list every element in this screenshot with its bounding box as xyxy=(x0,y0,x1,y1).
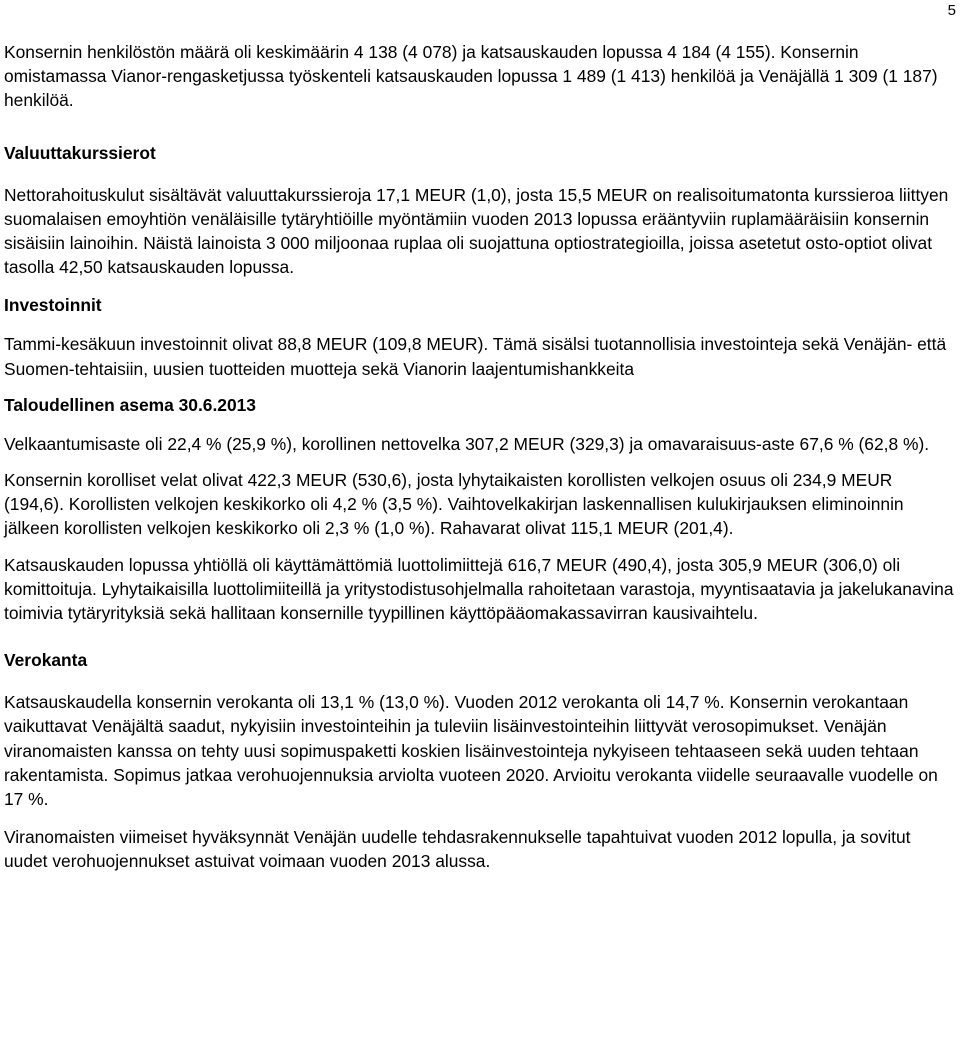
document-body xyxy=(4,40,956,874)
paragraph-tax-approvals: Viranomaisten viimeiset hyväksynnät Venäjän uudelle tehdasrakennukselle tapahtuivat vuoden 2012 lopulla, ja sovitut uudet verohuojennukset astuivat voimaan vuoden 2013 alussa. xyxy=(4,827,911,872)
page-number: 5 xyxy=(947,2,956,19)
paragraph-currency-differences: Nettorahoituskulut sisältävät valuuttakurssieroja 17,1 MEUR (1,0), josta 15,5 MEUR on realisoitumatonta kurssieroa liittyen suomalaisen emoyhtiön venäläisille tytäryhtiöille myöntämiin vuoden 2013 lopussa erääntyviin ruplamääräisiin konsernin sisäisiin lainoihin. Näistä lainoista 3 000 miljoonaa ruplaa oli suojattuna optiostrategioilla, joissa asetetut osto-optiot olivat tasolla 42,50 katsauskauden lopussa. xyxy=(4,184,949,278)
paragraph-investments: Tammi-kesäkuun investoinnit olivat 88,8 MEUR (109,8 MEUR). Tämä sisälsi tuotannollisia investointeja sekä Venäjän- että Suomen-tehtaisiin, uusien tuotteiden muotteja sekä Vianorin laajentumishankkeita xyxy=(4,334,947,379)
heading-financial-position: Taloudellinen asema 30.6.2013 xyxy=(4,394,256,415)
heading-investments: Investoinnit xyxy=(4,295,102,316)
paragraph-tax-rate: Katsauskaudella konsernin verokanta oli 13,1 % (13,0 %). Vuoden 2012 verokanta oli 14,7 %. Konsernin verokantaan vaikuttavat Venäjältä saadut, nykyisiin investointeihin ja tuleviin lisäinvestointeihin liittyvät verosopimukset. Venäjän viranomaisten kanssa on tehty uusi sopimuspaketti koskien lisäinvestointeja nykyiseen tehtaaseen sekä uuden tehtaan rakentamista. Sopimus jatkaa verohuojennuksia arviolta vuoteen 2020. Arvioitu verokanta viidelle seuraavalle vuodelle on 17 %. xyxy=(4,692,938,810)
paragraph-interest-bearing-liabilities: Konsernin korolliset velat olivat 422,3 MEUR (530,6), josta lyhytaikaisten korollisten velkojen osuus oli 234,9 MEUR (194,6). Korollisten velkojen keskikorko oli 4,2 % (3,5 %). Vaihtovelkakirjan laskennallisen kulukirjauksen eliminoinnin jälkeen korollisten velkojen keskikorko oli 2,3 % (1,0 %). Rahavarat olivat 115,1 MEUR (201,4). xyxy=(4,470,904,539)
heading-tax-rate: Verokanta xyxy=(4,650,88,671)
paragraph-gearing: Velkaantumisaste oli 22,4 % (25,9 %), korollinen nettovelka 307,2 MEUR (329,3) ja omavaraisuus-aste 67,6 % (62,8 %). xyxy=(4,433,930,454)
paragraph-personnel: Konsernin henkilöstön määrä oli keskimäärin 4 138 (4 078) ja katsauskauden lopussa 4 184 (4 155). Konsernin omistamassa Vianor-rengasketjussa työskenteli katsauskauden lopussa 1 489 (1 413) henkilöä ja Venäjällä 1 309 (1 187) henkilöä. xyxy=(4,42,938,111)
paragraph-credit-limits: Katsauskauden lopussa yhtiöllä oli käyttämättömiä luottolimiittejä 616,7 MEUR (490,4), josta 305,9 MEUR (306,0) oli komittoituja. Lyhytaikaisilla luottolimiiteillä ja yritystodistusohjelmalla rahoitetaan varastoja, myyntisaatavia ja jakelukanavina toimivia tytäryrityksiä sekä hallitaan konsernille tyypillinen käyttöpääomakassavirran kausivaihtelu. xyxy=(4,554,954,624)
heading-currency-differences: Valuuttakurssierot xyxy=(4,142,156,163)
